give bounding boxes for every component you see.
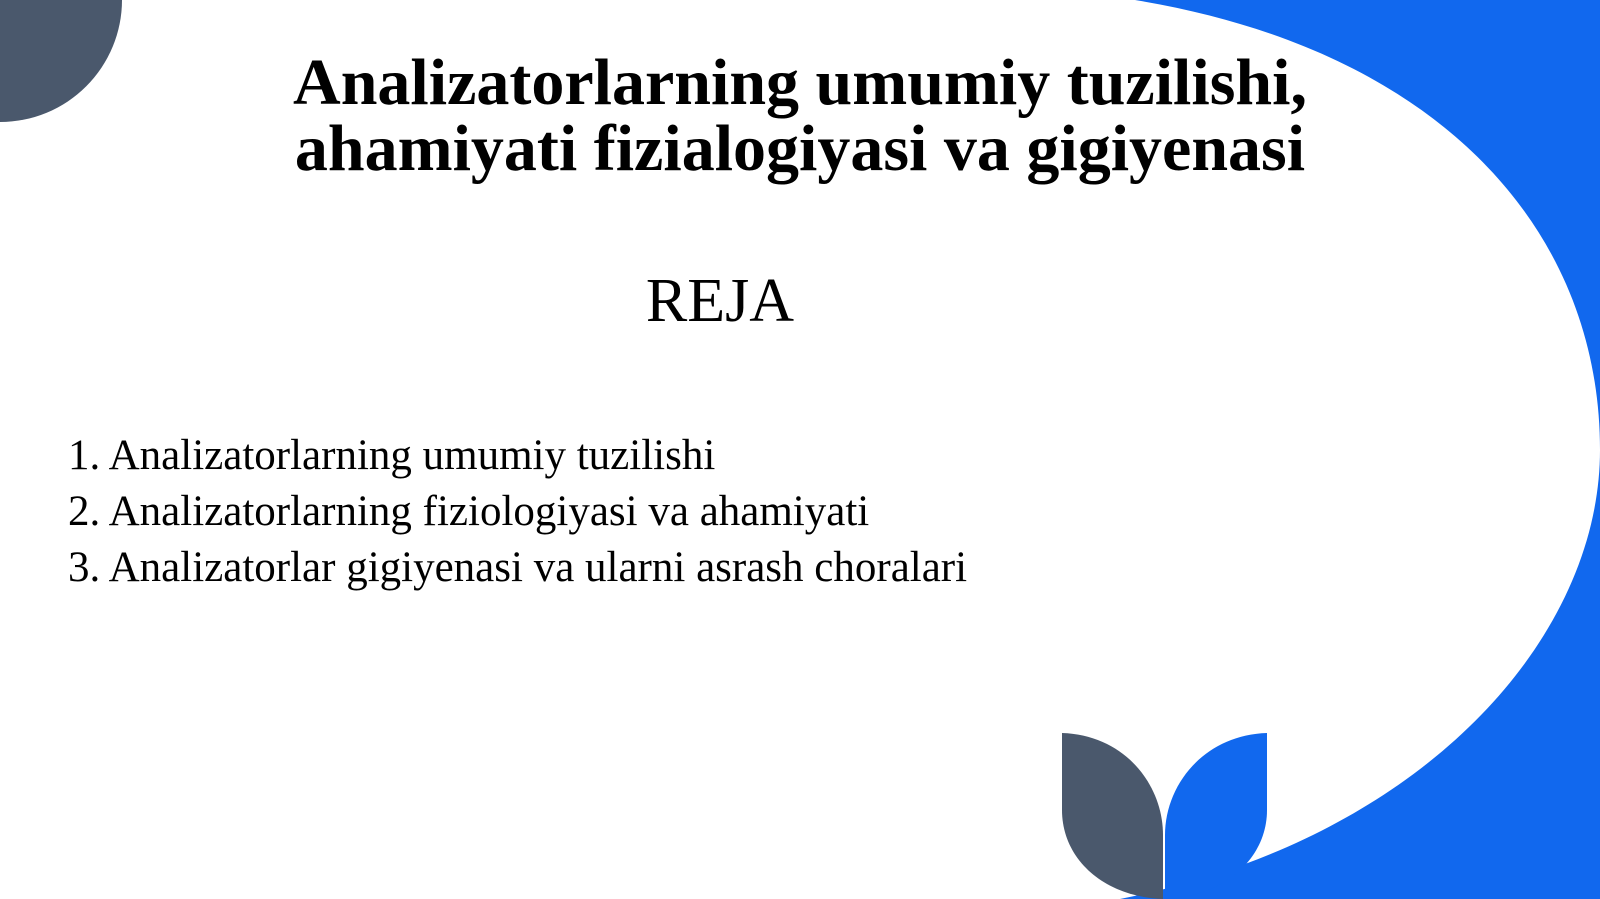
slide-title-line-1: Analizatorlarning umumiy tuzilishi, (293, 46, 1307, 119)
leaf-left-shape (1062, 733, 1163, 899)
plan-list (68, 428, 967, 596)
plan-item-2: 2. Analizatorlarning fiziologiyasi va ahamiyati (68, 488, 870, 535)
slide-title (180, 46, 1420, 185)
plan-item-3: 3. Analizatorlar gigiyenasi va ularni asrash choralari (68, 544, 968, 591)
plan-heading: REJA (645, 267, 795, 335)
slide-title-line-2: ahamiyati fizialogiyasi va gigiyenasi (294, 112, 1306, 185)
corner-circle-shape (0, 0, 122, 122)
plan-item-1: 1. Analizatorlarning umumiy tuzilishi (68, 432, 716, 479)
